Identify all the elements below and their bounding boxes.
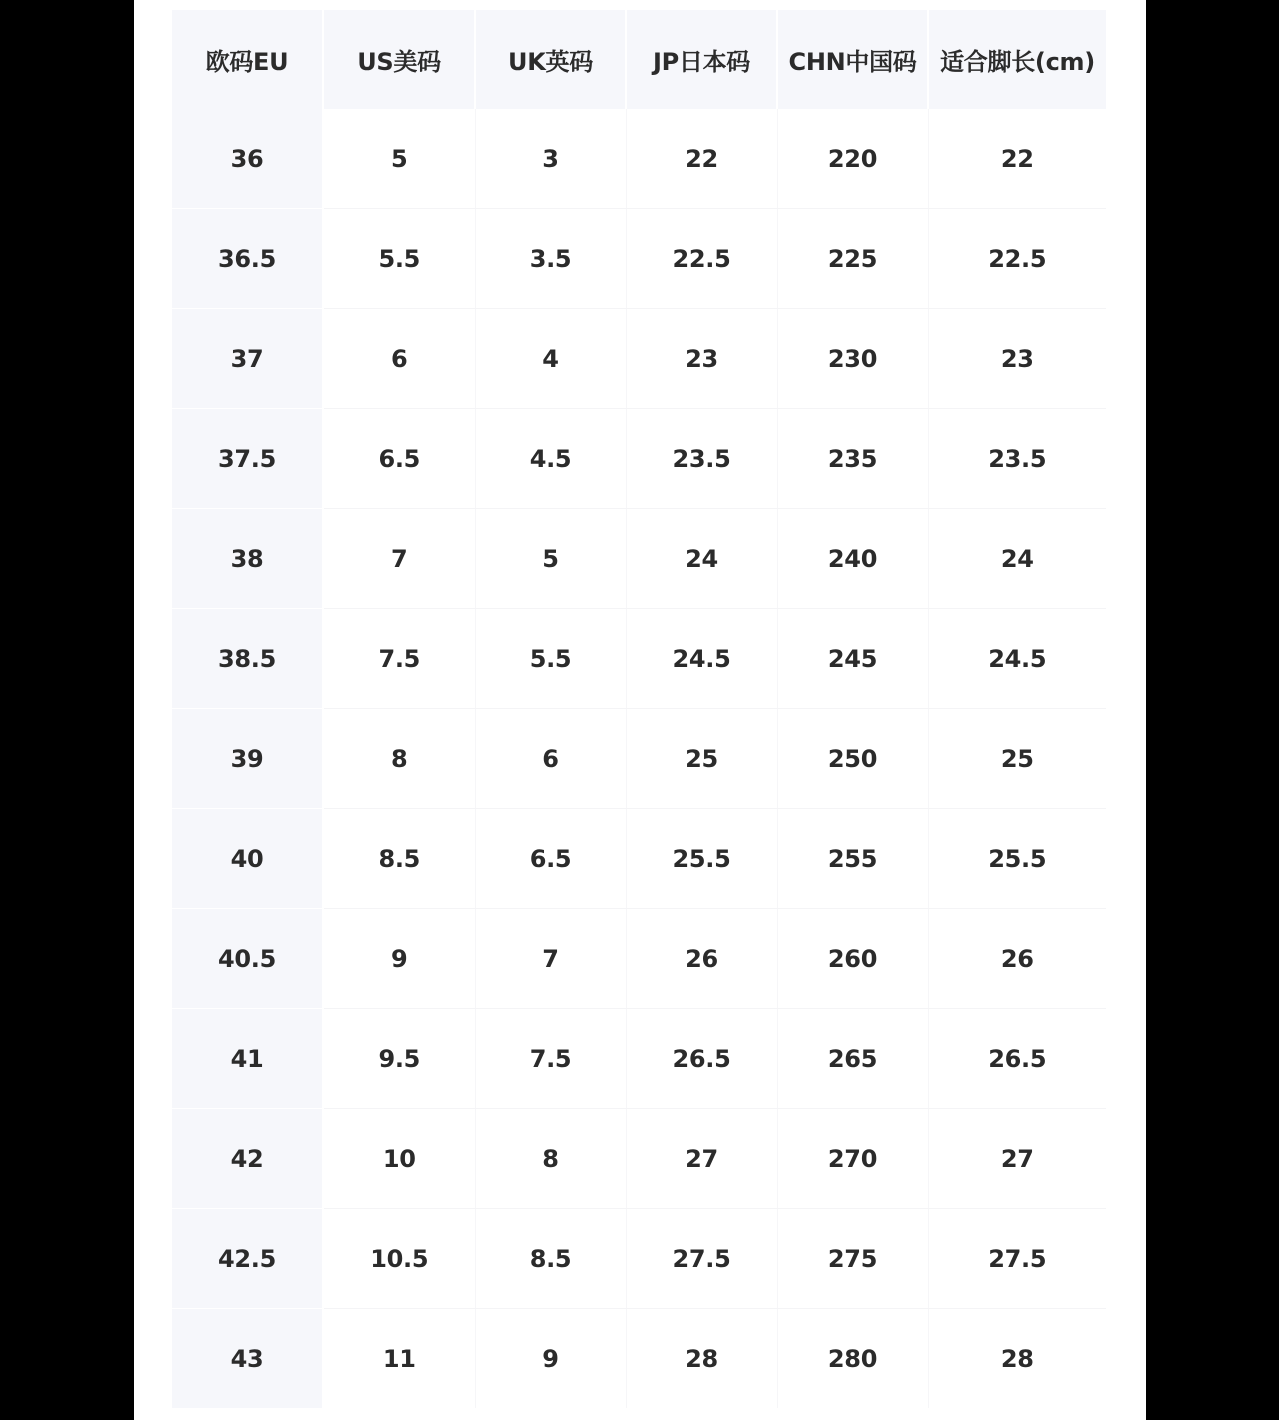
cell-us: 5 [323, 109, 475, 209]
cell-jp: 22 [626, 109, 777, 209]
cell-foot-length: 27 [928, 1109, 1106, 1209]
cell-uk: 7 [475, 909, 626, 1009]
shoe-size-table [172, 10, 1106, 1408]
cell-chn: 270 [777, 1109, 928, 1209]
cell-uk: 4.5 [475, 409, 626, 509]
cell-chn: 265 [777, 1009, 928, 1109]
header-foot-length: 适合脚长(cm) [928, 10, 1106, 109]
cell-chn: 225 [777, 209, 928, 309]
table-header-row [172, 10, 1106, 109]
table-row [172, 509, 1106, 609]
header-jp: JP日本码 [626, 10, 777, 109]
cell-uk: 6.5 [475, 809, 626, 909]
cell-jp: 25 [626, 709, 777, 809]
cell-foot-length: 26.5 [928, 1009, 1106, 1109]
table-row [172, 609, 1106, 709]
table-row [172, 1309, 1106, 1409]
cell-eu: 36.5 [172, 209, 323, 309]
header-eu: 欧码EU [172, 10, 323, 109]
cell-eu: 40.5 [172, 909, 323, 1009]
cell-jp: 27 [626, 1109, 777, 1209]
cell-foot-length: 23 [928, 309, 1106, 409]
table-row [172, 109, 1106, 209]
cell-chn: 245 [777, 609, 928, 709]
cell-eu: 38 [172, 509, 323, 609]
cell-eu: 42.5 [172, 1209, 323, 1309]
cell-jp: 27.5 [626, 1209, 777, 1309]
cell-foot-length: 26 [928, 909, 1106, 1009]
cell-chn: 220 [777, 109, 928, 209]
table-row [172, 1109, 1106, 1209]
cell-uk: 8.5 [475, 1209, 626, 1309]
cell-us: 7.5 [323, 609, 475, 709]
cell-uk: 5.5 [475, 609, 626, 709]
cell-eu: 39 [172, 709, 323, 809]
cell-us: 9 [323, 909, 475, 1009]
cell-eu: 38.5 [172, 609, 323, 709]
cell-jp: 23 [626, 309, 777, 409]
cell-chn: 240 [777, 509, 928, 609]
cell-uk: 9 [475, 1309, 626, 1409]
header-us: US美码 [323, 10, 475, 109]
table-row [172, 809, 1106, 909]
cell-chn: 280 [777, 1309, 928, 1409]
cell-eu: 41 [172, 1009, 323, 1109]
table-row [172, 909, 1106, 1009]
cell-jp: 23.5 [626, 409, 777, 509]
cell-jp: 24.5 [626, 609, 777, 709]
cell-us: 10 [323, 1109, 475, 1209]
cell-foot-length: 25.5 [928, 809, 1106, 909]
cell-jp: 26.5 [626, 1009, 777, 1109]
cell-us: 9.5 [323, 1009, 475, 1109]
header-uk: UK英码 [475, 10, 626, 109]
cell-chn: 250 [777, 709, 928, 809]
cell-us: 6 [323, 309, 475, 409]
cell-chn: 235 [777, 409, 928, 509]
cell-eu: 40 [172, 809, 323, 909]
cell-foot-length: 27.5 [928, 1209, 1106, 1309]
table-row [172, 309, 1106, 409]
cell-jp: 24 [626, 509, 777, 609]
cell-foot-length: 23.5 [928, 409, 1106, 509]
cell-uk: 5 [475, 509, 626, 609]
cell-uk: 3.5 [475, 209, 626, 309]
cell-us: 8.5 [323, 809, 475, 909]
cell-uk: 3 [475, 109, 626, 209]
cell-us: 8 [323, 709, 475, 809]
cell-uk: 8 [475, 1109, 626, 1209]
cell-foot-length: 25 [928, 709, 1106, 809]
cell-foot-length: 22.5 [928, 209, 1106, 309]
cell-chn: 230 [777, 309, 928, 409]
cell-jp: 26 [626, 909, 777, 1009]
size-chart-page [134, 0, 1146, 1420]
cell-chn: 260 [777, 909, 928, 1009]
cell-foot-length: 24.5 [928, 609, 1106, 709]
cell-foot-length: 24 [928, 509, 1106, 609]
cell-eu: 36 [172, 109, 323, 209]
cell-jp: 28 [626, 1309, 777, 1409]
cell-us: 5.5 [323, 209, 475, 309]
cell-uk: 4 [475, 309, 626, 409]
cell-us: 10.5 [323, 1209, 475, 1309]
cell-jp: 25.5 [626, 809, 777, 909]
header-chn: CHN中国码 [777, 10, 928, 109]
cell-chn: 275 [777, 1209, 928, 1309]
cell-us: 6.5 [323, 409, 475, 509]
cell-eu: 42 [172, 1109, 323, 1209]
table-row [172, 709, 1106, 809]
cell-foot-length: 22 [928, 109, 1106, 209]
cell-uk: 7.5 [475, 1009, 626, 1109]
cell-jp: 22.5 [626, 209, 777, 309]
cell-eu: 43 [172, 1309, 323, 1409]
cell-foot-length: 28 [928, 1309, 1106, 1409]
table-row [172, 409, 1106, 509]
cell-uk: 6 [475, 709, 626, 809]
table-row [172, 209, 1106, 309]
cell-eu: 37.5 [172, 409, 323, 509]
cell-us: 7 [323, 509, 475, 609]
table-row [172, 1009, 1106, 1109]
cell-us: 11 [323, 1309, 475, 1409]
table-body [172, 109, 1106, 1408]
cell-eu: 37 [172, 309, 323, 409]
table-row [172, 1209, 1106, 1309]
cell-chn: 255 [777, 809, 928, 909]
